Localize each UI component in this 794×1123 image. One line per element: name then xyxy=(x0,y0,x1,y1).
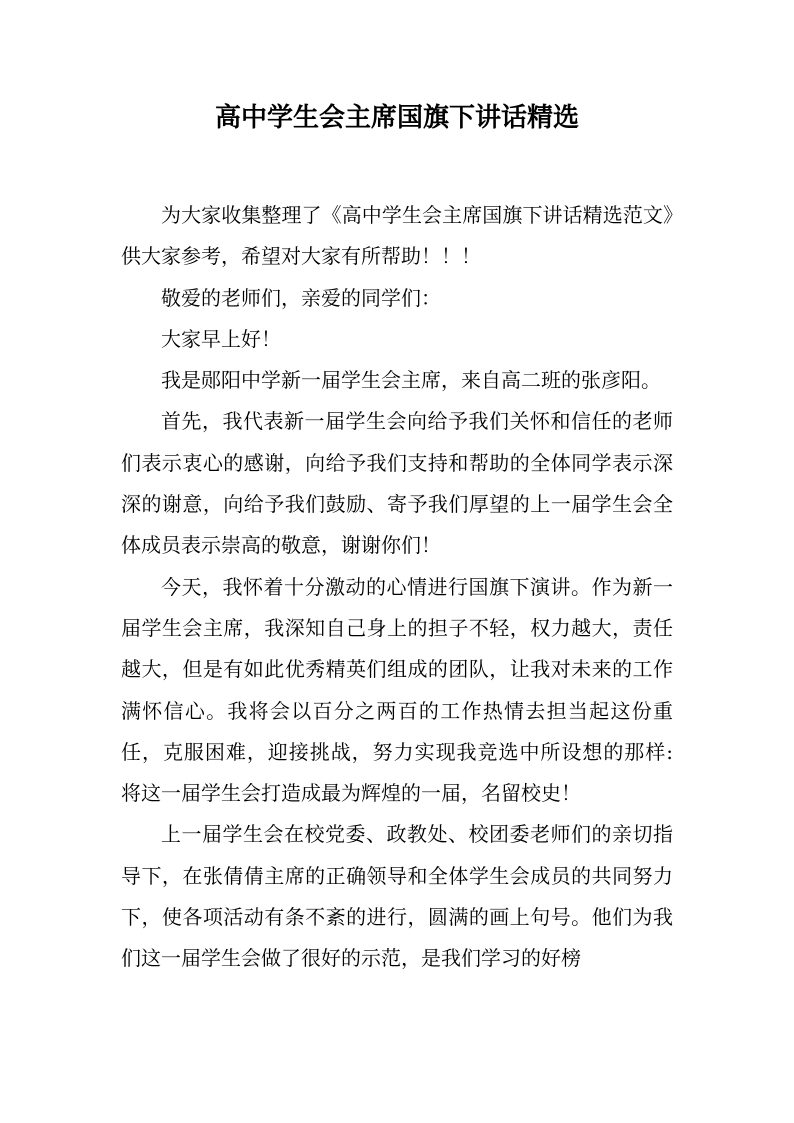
paragraph-salutation: 敬爱的老师们，亲爱的同学们： xyxy=(161,285,441,310)
document-title: 高中学生会主席国旗下讲话精选 xyxy=(214,103,579,133)
paragraph-thanks: 首先，我代表新一届学生会向给予我们关怀和信任的老师们表示衷心的感谢，向给予我们支持和帮助的全体同学表示深深的谢意，向给予我们鼓励、寄予我们厚望的上一届学生会全体成员表示崇高的敬意，谢谢你们！ xyxy=(121,409,673,558)
document-body xyxy=(121,195,673,980)
paragraph-intro: 为大家收集整理了《高中学生会主席国旗下讲话精选范文》供大家参考，希望对大家有所帮助！！！ xyxy=(121,203,673,269)
paragraph-previous-council: 上一届学生会在校党委、政教处、校团委老师们的亲切指导下，在张倩倩主席的正确领导和全体学生会成员的共同努力下，使各项活动有条不紊的进行，圆满的画上句号。他们为我们这一届学生会做了很好的示范，是我们学习的好榜 xyxy=(121,822,673,971)
paragraph-greeting: 大家早上好！ xyxy=(161,326,281,351)
paragraph-commitment: 今天，我怀着十分激动的心情进行国旗下演讲。作为新一届学生会主席，我深知自己身上的担子不轻，权力越大，责任越大，但是有如此优秀精英们组成的团队，让我对未来的工作满怀信心。我将会以百分之两百的工作热情去担当起这份重任，克服困难，迎接挑战，努力实现我竞选中所设想的那样: 将这一届学生会打造成最为辉煌的一届，名留校史！ xyxy=(121,574,673,806)
paragraph-self-introduction: 我是郧阳中学新一届学生会主席，来自高二班的张彦阳。 xyxy=(161,368,661,393)
